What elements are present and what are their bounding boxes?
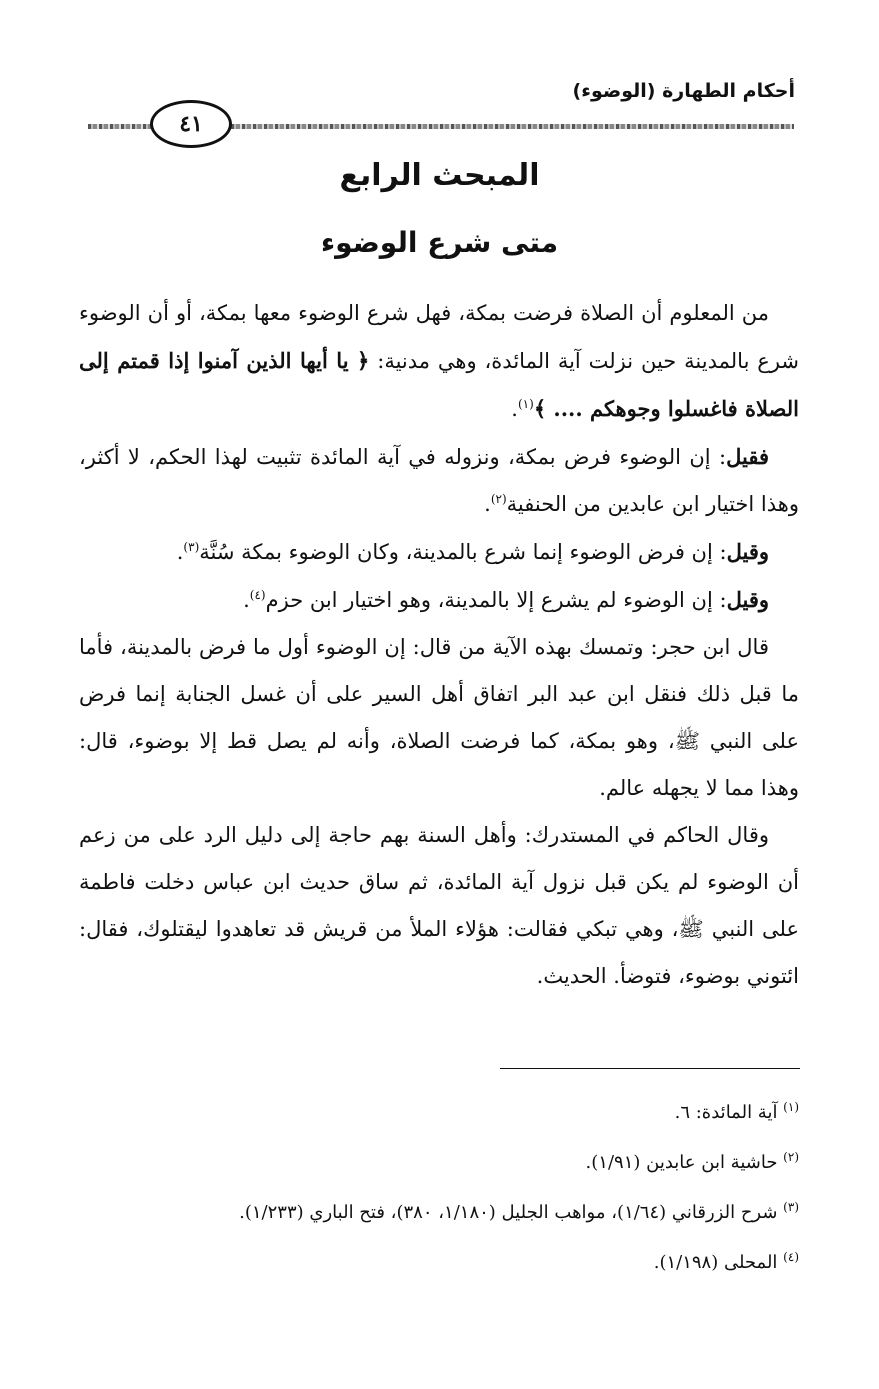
- paragraph-2: فقيل: إن الوضوء فرض بمكة، ونزوله في آية المائدة تثبيت لهذا الحكم، لا أكثر، وهذا اختيار ابن عابدين من الحنفية$^{(٢)}$.: [79, 444, 799, 516]
- opinion-lead: وقيل: [726, 587, 769, 612]
- paragraph-5: قال ابن حجر: وتمسك بهذه الآية من قال: إن الوضوء أول ما فرض بالمدينة، فأما ما قبل ذلك فنقل ابن عبد البر اتفاق أهل السير على أن غسل الجنابة إنما فرض على النبي ﷺ، وهو بمكة، كما فرضت الصلاة، وأنه لم يصل قط إلا بوضوء، قال: وهذا مما لا يجهله عالم.: [79, 635, 799, 800]
- footnote-ref: (٢): [490, 492, 507, 506]
- footnote-item: $^{(٤)}$ المحلى (١/١٩٨).: [653, 1250, 799, 1273]
- opinion-lead: وقيل: [726, 539, 769, 564]
- footnote-item: $^{(٢)}$ حاشية ابن عابدين (١/٩١).: [585, 1150, 799, 1173]
- footnotes: [79, 1088, 799, 1288]
- footnote-ref: (١): [517, 397, 534, 411]
- paragraph-6: وقال الحاكم في المستدرك: وأهل السنة بهم حاجة إلى دليل الرد على من زعم أن الوضوء لم يكن قبل نزول آية المائدة، ثم ساق حديث ابن عباس دخلت فاطمة على النبي ﷺ، وهي تبكي فقالت: هؤلاء الملأ من قريش قد تعاهدوا ليقتلوك، فقال: ائتوني بوضوء، فتوضأ. الحديث.: [79, 823, 799, 988]
- footnote-ref: (٣): [183, 540, 200, 554]
- paragraph-3: وقيل: إن فرض الوضوء إنما شرع بالمدينة، وكان الوضوء بمكة سُنَّة$^{(٣)}$.: [176, 539, 769, 564]
- section-title: المبحث الرابع: [339, 158, 540, 193]
- quran-verse: ﴿ يا أيها الذين آمنوا إذا قمتم إلى الصلاة فاغسلوا وجوهكم .... ﴾: [79, 348, 799, 421]
- opinion-lead: فقيل: [726, 444, 769, 469]
- chapter-title: متى شرع الوضوء: [320, 226, 559, 259]
- running-head-title: أحكام الطهارة (الوضوء): [572, 80, 795, 102]
- page-number: ٤١: [150, 100, 232, 148]
- footnote-separator: [500, 1068, 800, 1069]
- footnote-item: $^{(٣)}$ شرح الزرقاني (١/٦٤)، مواهب الجليل (١/١٨٠، ٣٨٠)، فتح الباري (١/٢٣٣).: [239, 1200, 799, 1223]
- body-text: [79, 290, 799, 1000]
- paragraph-1: من المعلوم أن الصلاة فرضت بمكة، فهل شرع الوضوء معها بمكة، أو أن الوضوء شرع بالمدينة حين نزلت آية المائدة، وهي مدنية: ﴿ يا أيها الذين آمنوا إذا قمتم إلى الصلاة فاغسلوا وجوهكم .... ﴾$^{(١)}$.: [79, 301, 800, 421]
- footnote-item: $^{(١)}$ آية المائدة: ٦.: [674, 1100, 799, 1123]
- footnote-ref: (٤): [249, 588, 266, 602]
- paragraph-4: وقيل: إن الوضوء لم يشرع إلا بالمدينة، وهو اختيار ابن حزم$^{(٤)}$.: [243, 587, 769, 612]
